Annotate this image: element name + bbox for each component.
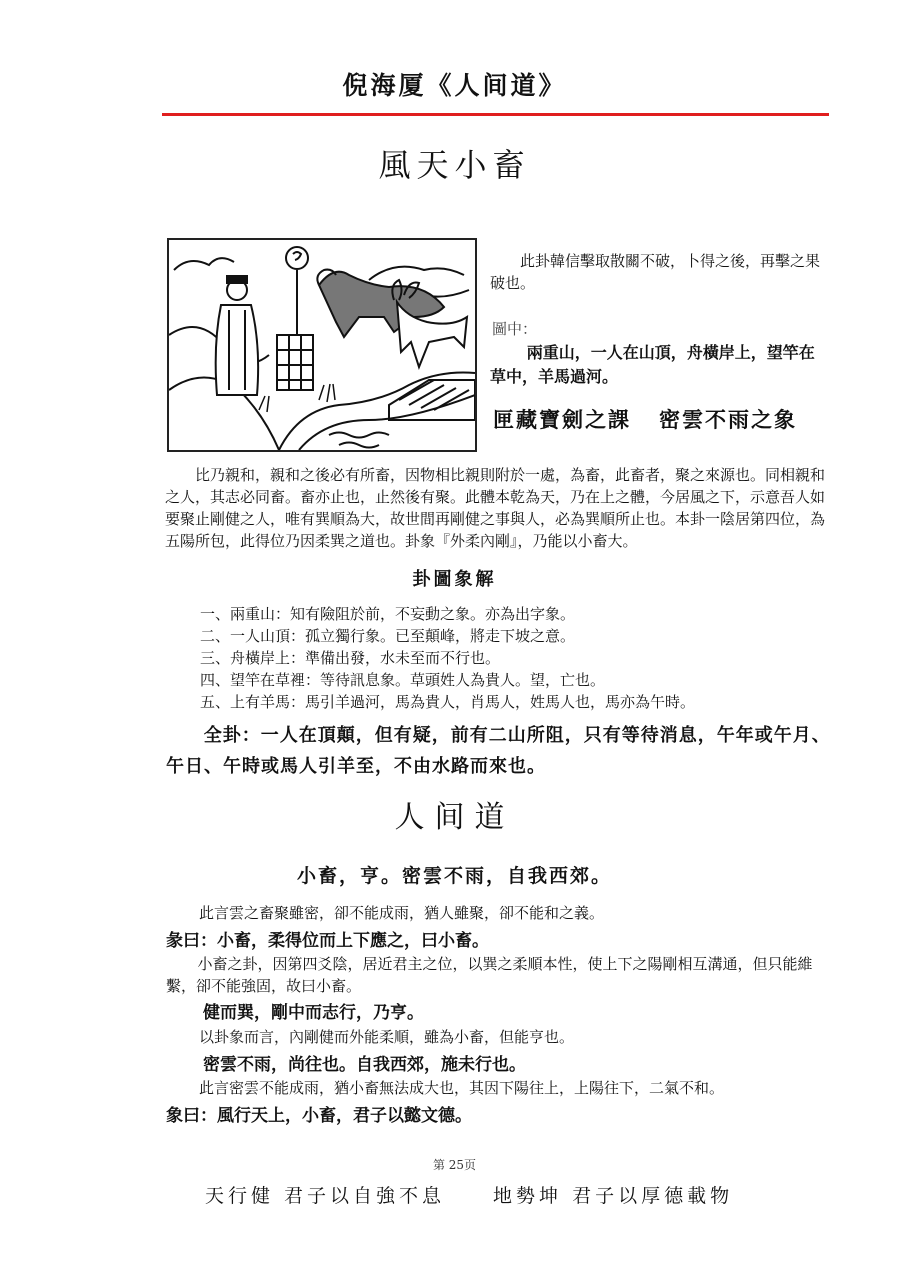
footer-motto-left: 天行健 君子以自強不息 (205, 1185, 446, 1207)
lesson-ke: 匣藏寶劍之課 (493, 407, 631, 432)
renjiandao-heading: 人间道 (394, 800, 515, 835)
commentary-2: 小畜之卦，因第四爻陰，居近君主之位，以巽之柔順本性，使上下之陽剛相互溝通，但只能維繫，卻不能強固，故曰小畜。 (166, 955, 813, 995)
classic-quote-3: 密雲不雨，尚往也。自我西郊，施未行也。 (203, 1055, 526, 1075)
picture-label: 圖中： (492, 320, 538, 338)
classic-quote-2: 健而巽，剛中而志行，乃亨。 (203, 1003, 424, 1023)
explanation-item: 三、舟橫岸上：準備出發，水未至而不行也。 (200, 649, 501, 667)
hexagram-woodcut-illustration (167, 238, 477, 452)
commentary-1: 此言雲之畜聚雖密，卻不能成雨，猶人雖聚，卻不能和之義。 (199, 904, 605, 922)
cloud-right (369, 267, 464, 280)
lesson-line (493, 404, 797, 434)
explanation-item: 四、望竿在草裡：等待訊息象。草頭姓人為貴人。望，亡也。 (200, 671, 606, 689)
classic-quote-4: 象曰：風行天上，小畜，君子以懿文德。 (166, 1106, 472, 1126)
page-header-title: 倪海厦《人间道》 (342, 71, 567, 100)
explanation-item: 五、上有羊馬：馬引羊過河，馬為貴人，肖馬人，姓馬人也，馬亦為午時。 (200, 693, 696, 711)
explanation-item: 二、一人山頂：孤立獨行象。已至顛峰，將走下坡之意。 (200, 627, 576, 645)
main-paragraph: 比乃親和，親和之後必有所畜，因物相比親則附於一處，為畜，此畜者，聚之來源也。同相親和之人，其志必同畜。畜亦止也，止然後有聚。此體本乾為天，乃在上之體，今居風之下，示意吾人如要聚止剛健之人，唯有巽順為大，故世間再剛健之事與人，必為巽順所止也。本卦一陰居第四位，為五陽所包，此得位乃因柔巽之道也。卦象『外柔內剛』，乃能以小畜大。 (165, 466, 826, 550)
picture-description: 兩重山，一人在山頂，舟橫岸上，望竿在草中，羊馬過河。 (490, 343, 815, 386)
explanation-item: 一、兩重山：知有險阻於前，不妄動之象。亦為出字象。 (200, 605, 576, 623)
commentary-4: 此言密雲不能成雨，猶小畜無法成大也，其因下陽往上，上陽往下，二氣不和。 (199, 1079, 725, 1097)
hexagram-summary: 全卦：一人在頂顛，但有疑，前有二山所阻，只有等待消息，午年或午月、午日、午時或馬人引羊至，不由水路而來也。 (166, 725, 831, 777)
classic-lead-line: 小畜，亨。密雲不雨，自我西郊。 (296, 865, 612, 887)
cloud-left (174, 258, 234, 270)
footer-motto-right: 地勢坤 君子以厚德載物 (493, 1185, 734, 1207)
hexagram-title: 風天小畜 (378, 146, 531, 184)
explanation-list (200, 603, 830, 713)
commentary-3: 以卦象而言，內剛健而外能柔順，雖為小畜，但能亨也。 (199, 1028, 575, 1046)
footer-mottos (205, 1181, 733, 1208)
divination-intro: 此卦韓信擊取散關不破，卜得之後，再擊之果破也。 (490, 252, 821, 292)
page-number: 第 25页 (432, 1158, 477, 1172)
person-figure (216, 276, 258, 395)
header-divider (162, 113, 829, 116)
lesson-xiang: 密雲不雨之象 (659, 407, 797, 432)
classic-quote-1: 彖曰：小畜，柔得位而上下應之，曰小畜。 (166, 931, 489, 951)
section-title: 卦圖象解 (412, 569, 497, 590)
woodcut-drawing (169, 240, 475, 450)
signal-pole (277, 247, 313, 390)
